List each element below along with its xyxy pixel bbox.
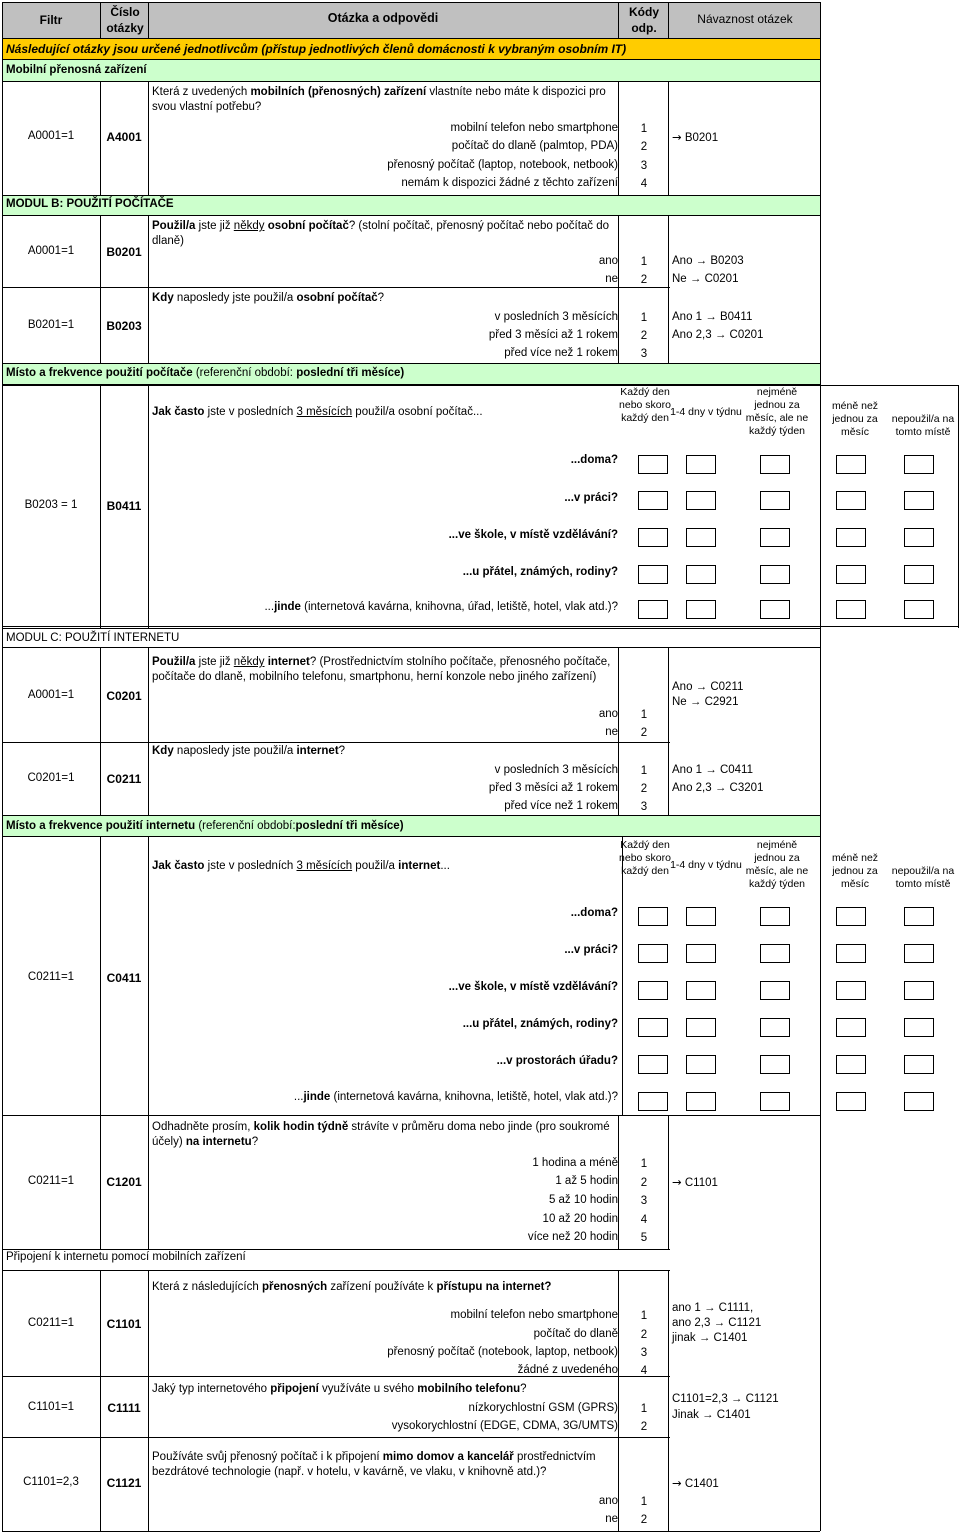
qnum-c1111: C1111: [107, 1401, 141, 1415]
answer-checkbox[interactable]: [686, 907, 716, 926]
code-a4001-1: 1: [640, 123, 648, 135]
grid-line: [2, 363, 820, 364]
qnum-b0201: B0201: [106, 245, 142, 259]
grid-line: [668, 1270, 669, 1531]
answer-checkbox[interactable]: [836, 1018, 866, 1037]
option-c1201-4: 10 až 20 hodin: [542, 1213, 618, 1225]
grid-line: [100, 81, 101, 195]
answer-checkbox[interactable]: [760, 1092, 790, 1111]
place-c0411-6: ...jinde (internetová kavárna, knihovna, letiště, hotel, vlak atd.)?: [293, 1091, 618, 1103]
route-c1101-1: ano 1 → C1111,: [672, 1302, 754, 1314]
place-c0411-2: ...v práci?: [564, 944, 618, 956]
place-b0411-2: ...v práci?: [564, 492, 618, 504]
answer-checkbox[interactable]: [638, 528, 668, 547]
freq-col-1: Každý den nebo skoro každý den: [619, 386, 671, 424]
grid-line: [2, 195, 820, 196]
grid-line: [148, 215, 149, 363]
code-c1201-1: 1: [640, 1158, 648, 1170]
option-c1201-1: 1 hodina a méně: [532, 1157, 618, 1169]
grid-line: [2, 2, 3, 1531]
grid-line: [100, 742, 670, 743]
grid-line: [2, 2, 820, 3]
qnum-b0203: B0203: [106, 319, 142, 333]
answer-checkbox[interactable]: [686, 1055, 716, 1074]
question-c1121: Používáte svůj přenosný počítač i k připojení mimo domov a kancelář prostřednictvím bezdrátové technologie (např. v hotelu, v kavárně, ve vlaku, v knihovně atd.)?: [152, 1451, 596, 1478]
answer-checkbox[interactable]: [638, 600, 668, 619]
code-c0211-3: 3: [640, 801, 648, 813]
code-a4001-4: 4: [640, 178, 648, 190]
question-b0201: Použil/a jste již někdy osobní počítač? (stolní počítač, přenosný počítač nebo počítač do dlaně): [152, 220, 610, 247]
place-b0411-4: ...u přátel, známých, rodiny?: [462, 566, 618, 578]
grid-line: [2, 385, 958, 386]
grid-line: [618, 215, 619, 363]
place-b0411-3: ...ve škole, v místě vzdělávání?: [448, 529, 618, 541]
qnum-a4001: A4001: [106, 130, 142, 144]
answer-checkbox[interactable]: [904, 1092, 934, 1111]
question-c0201: Použil/a jste již někdy internet? (Prostřednictvím stolního počítače, přenosného počítače, počítače do dlaně, mobilního telefonu, smartphonu, herní konzole nebo jiného zařízení): [152, 656, 611, 683]
answer-checkbox[interactable]: [686, 1018, 716, 1037]
header-otazka: Otázka a odpovědi: [327, 11, 439, 25]
answer-checkbox[interactable]: [904, 600, 934, 619]
option-c1101-2: počítač do dlaně: [533, 1328, 618, 1340]
answer-checkbox[interactable]: [686, 1092, 716, 1111]
place-b0411-1: ...doma?: [570, 454, 618, 466]
grid-line: [100, 647, 101, 815]
answer-checkbox[interactable]: [904, 491, 934, 510]
filter-a4001: A0001=1: [27, 130, 75, 142]
grid-line: [148, 81, 149, 195]
grid-line: [100, 836, 101, 1115]
question-c1101: Která z následujících přenosných zařízení používáte k přístupu na internet?: [152, 1281, 552, 1293]
code-c1121-1: 1: [640, 1496, 648, 1508]
option-c1201-2: 1 až 5 hodin: [555, 1175, 618, 1187]
filter-c1101: C0211=1: [27, 1317, 75, 1329]
grid-line: [668, 2, 669, 38]
arrow-right-icon: →: [672, 1175, 682, 1189]
header-filtr: Filtr: [39, 13, 63, 27]
freq-col-1: Každý den nebo skoro každý den: [619, 839, 671, 877]
grid-line: [100, 215, 101, 363]
question-c0211: Kdy naposledy jste použil/a internet?: [152, 745, 346, 757]
code-c0211-2: 2: [640, 783, 648, 795]
route-c1101-3: jinak → C1401: [672, 1332, 748, 1344]
grid-line: [2, 1249, 670, 1250]
option-c1111-1: nízkorychlostní GSM (GPRS): [468, 1402, 618, 1414]
filter-b0201: A0001=1: [27, 245, 75, 257]
option-c1111-2: vysokorychlostní (EDGE, CDMA, 3G/UMTS): [391, 1420, 618, 1432]
grid-line: [2, 215, 820, 216]
answer-checkbox[interactable]: [760, 981, 790, 1000]
option-a4001-4: nemám k dispozici žádné z těchto zařízení: [401, 177, 618, 189]
code-c1101-1: 1: [640, 1310, 648, 1322]
filter-c1111: C1101=1: [27, 1401, 75, 1413]
code-c1101-2: 2: [640, 1329, 648, 1341]
answer-checkbox[interactable]: [836, 455, 866, 474]
modul-c-title: MODUL C: POUŽITÍ INTERNETU: [6, 632, 180, 644]
option-c0211-2: před 3 měsíci až 1 rokem: [488, 782, 618, 794]
grid-line: [148, 836, 149, 1115]
question-c1111: Jaký typ internetového připojení využíváte u svého mobilního telefonu?: [152, 1383, 527, 1395]
freq-col-3: nejméně jednou za měsíc, ale ne každý týden: [745, 839, 809, 890]
answer-checkbox[interactable]: [760, 600, 790, 619]
route-b0203-1: Ano 1 → B0411: [672, 311, 753, 323]
question-b0411: Jak často jste v posledních 3 měsících použil/a osobní počítač...: [152, 406, 483, 418]
answer-checkbox[interactable]: [836, 944, 866, 963]
grid-line: [100, 2, 101, 38]
banner: Následující otázky jsou určené jednotlivcům (přístup jednotlivých členů domácnosti k vybraným osobním IT): [6, 42, 627, 56]
modul-b-title: MODUL B: POUŽITÍ POČÍTAČE: [6, 198, 174, 210]
grid-line: [100, 1437, 670, 1438]
route-b0201-2: Ne → C0201: [672, 273, 739, 285]
grid-line: [958, 385, 959, 628]
grid-line: [148, 647, 149, 815]
freq-col-2: 1-4 dny v týdnu: [670, 406, 742, 418]
answer-checkbox[interactable]: [760, 907, 790, 926]
section-pc-frequency: Místo a frekvence použití počítače (referenční období: poslední tři měsíce): [6, 367, 405, 379]
question-c1201: Odhadněte prosím, kolik hodin týdně strávíte v průměru doma nebo jinde (pro soukromé účely) na internetu?: [152, 1121, 610, 1148]
freq-col-5: nepoužil/a na tomto místě: [891, 865, 955, 890]
qnum-c1201: C1201: [106, 1175, 142, 1189]
arrow-right-icon: →: [672, 130, 682, 144]
answer-checkbox[interactable]: [836, 491, 866, 510]
grid-line: [2, 287, 100, 288]
answer-checkbox[interactable]: [904, 455, 934, 474]
grid-line: [148, 1270, 149, 1531]
filter-b0203: B0201=1: [27, 319, 75, 331]
answer-checkbox[interactable]: [904, 565, 934, 584]
option-c1121-ne: ne: [605, 1513, 618, 1525]
filter-c0211: C0201=1: [27, 772, 75, 784]
header-navaznost: Návaznost otázek: [697, 12, 793, 26]
code-c0201-2: 2: [640, 727, 648, 739]
question-b0203: Kdy naposledy jste použil/a osobní počítač?: [152, 292, 385, 304]
grid-line: [100, 287, 670, 288]
grid-line: [100, 1270, 101, 1531]
option-b0203-2: před 3 měsíci až 1 rokem: [488, 329, 618, 341]
answer-checkbox[interactable]: [686, 455, 716, 474]
answer-checkbox[interactable]: [638, 981, 668, 1000]
qnum-c0211: C0211: [106, 772, 142, 786]
route-c0201-2: Ne → C2921: [672, 696, 739, 708]
code-c0211-1: 1: [640, 765, 648, 777]
answer-checkbox[interactable]: [836, 907, 866, 926]
filter-c1121: C1101=2,3: [23, 1476, 79, 1488]
grid-line: [618, 1270, 619, 1531]
grid-line: [668, 647, 669, 815]
qnum-b0411: B0411: [106, 499, 142, 513]
answer-checkbox[interactable]: [686, 528, 716, 547]
section-net-frequency: Místo a frekvence použití internetu (referenční období:poslední tři měsíce): [6, 820, 404, 832]
grid-line: [2, 628, 820, 629]
grid-line: [2, 742, 100, 743]
section-mobile-internet: Připojení k internetu pomocí mobilních zařízení: [6, 1251, 246, 1263]
route-b0203-2: Ano 2,3 → C0201: [672, 329, 764, 341]
code-b0201-2: 2: [640, 274, 648, 286]
option-c1101-3: přenosný počítač (notebook, laptop, netbook): [387, 1346, 618, 1358]
code-a4001-2: 2: [640, 141, 648, 153]
answer-checkbox[interactable]: [760, 944, 790, 963]
route-c1111-2: Jinak → C1401: [672, 1409, 751, 1421]
grid-line: [618, 81, 619, 195]
filter-c0411: C0211=1: [27, 971, 75, 983]
grid-line: [100, 1115, 101, 1249]
freq-col-3: nejméně jednou za měsíc, ale ne každý týden: [745, 386, 809, 437]
answer-checkbox[interactable]: [638, 907, 668, 926]
code-c1101-4: 4: [640, 1365, 648, 1377]
code-c1201-4: 4: [640, 1214, 648, 1226]
grid-line: [148, 2, 149, 38]
route-c0211-1: Ano 1 → C0411: [672, 764, 753, 776]
arrow-right-icon: →: [672, 1476, 682, 1490]
grid-line: [2, 815, 820, 816]
grid-line: [820, 2, 821, 1531]
grid-line: [668, 81, 669, 195]
code-b0201-1: 1: [640, 256, 648, 268]
qnum-c1101: C1101: [106, 1317, 142, 1331]
freq-col-2: 1-4 dny v týdnu: [670, 859, 742, 871]
answer-checkbox[interactable]: [686, 565, 716, 584]
answer-checkbox[interactable]: [638, 1092, 668, 1111]
option-b0203-3: před více než 1 rokem: [504, 347, 618, 359]
grid-line: [2, 626, 958, 627]
option-a4001-1: mobilní telefon nebo smartphone: [450, 122, 618, 134]
route-a4001: → B0201: [672, 130, 719, 144]
code-a4001-3: 3: [640, 160, 648, 172]
code-c1101-3: 3: [640, 1347, 648, 1359]
answer-checkbox[interactable]: [638, 1018, 668, 1037]
answer-checkbox[interactable]: [836, 1055, 866, 1074]
route-c0201-1: Ano → C0211: [672, 681, 744, 693]
route-c1111-1: C1101=2,3 → C1121: [672, 1393, 779, 1405]
answer-checkbox[interactable]: [638, 1055, 668, 1074]
section-mobile-devices: Mobilní přenosná zařízení: [6, 64, 147, 76]
option-c1121-ano: ano: [598, 1495, 618, 1507]
grid-line: [618, 1115, 619, 1249]
option-c1201-3: 5 až 10 hodin: [548, 1194, 618, 1206]
answer-checkbox[interactable]: [638, 565, 668, 584]
code-c1111-2: 2: [640, 1421, 648, 1433]
option-b0201-ne: ne: [605, 273, 618, 285]
qnum-c0201: C0201: [106, 689, 142, 703]
answer-checkbox[interactable]: [638, 455, 668, 474]
code-c1121-2: 2: [640, 1514, 648, 1526]
freq-col-4: méně než jednou za měsíc: [831, 400, 879, 438]
answer-checkbox[interactable]: [904, 907, 934, 926]
answer-checkbox[interactable]: [904, 1055, 934, 1074]
place-c0411-5: ...v prostorách úřadu?: [496, 1055, 618, 1067]
answer-checkbox[interactable]: [638, 944, 668, 963]
grid-line: [2, 647, 820, 648]
option-c0201-ano: ano: [598, 708, 618, 720]
answer-checkbox[interactable]: [686, 944, 716, 963]
option-b0203-1: v posledních 3 měsících: [494, 311, 618, 323]
place-b0411-5: ...jinde (internetová kavárna, knihovna, úřad, letiště, hotel, vlak atd.)?: [264, 601, 618, 613]
grid-line: [668, 215, 669, 363]
answer-checkbox[interactable]: [904, 944, 934, 963]
freq-col-4: méně než jednou za měsíc: [831, 852, 879, 890]
freq-col-5: nepoužil/a na tomto místě: [891, 413, 955, 438]
grid-line: [2, 38, 820, 39]
option-a4001-2: počítač do dlaně (palmtop, PDA): [451, 140, 618, 152]
question-a4001: Která z uvedených mobilních (přenosných) zařízení vlastníte nebo máte k dispozici pro svou vlastní potřebu?: [152, 86, 606, 113]
answer-checkbox[interactable]: [760, 1018, 790, 1037]
grid-line: [2, 836, 820, 837]
grid-line: [148, 384, 149, 628]
answer-checkbox[interactable]: [836, 565, 866, 584]
code-b0203-2: 2: [640, 330, 648, 342]
answer-checkbox[interactable]: [904, 1018, 934, 1037]
answer-checkbox[interactable]: [760, 565, 790, 584]
option-a4001-3: přenosný počítač (laptop, notebook, netbook): [387, 159, 618, 171]
code-c1201-2: 2: [640, 1177, 648, 1189]
route-b0201-1: Ano → B0203: [672, 255, 744, 267]
qnum-c0411: C0411: [106, 971, 142, 985]
grid-line: [2, 1270, 670, 1271]
question-c0411: Jak často jste v posledních 3 měsících použil/a internet...: [152, 860, 450, 872]
answer-checkbox[interactable]: [760, 1055, 790, 1074]
answer-checkbox[interactable]: [686, 600, 716, 619]
header-cislo: Číslo otázky: [106, 5, 144, 35]
answer-checkbox[interactable]: [760, 491, 790, 510]
route-c1121: → C1401: [672, 1476, 719, 1490]
route-c1201: → C1101: [672, 1175, 718, 1189]
option-c0211-1: v posledních 3 měsících: [494, 764, 618, 776]
grid-line: [148, 1115, 149, 1249]
grid-line: [2, 1437, 100, 1438]
answer-checkbox[interactable]: [686, 491, 716, 510]
option-c0201-ne: ne: [605, 726, 618, 738]
answer-checkbox[interactable]: [836, 600, 866, 619]
answer-checkbox[interactable]: [760, 455, 790, 474]
answer-checkbox[interactable]: [904, 528, 934, 547]
option-c0211-3: před více než 1 rokem: [504, 800, 618, 812]
answer-checkbox[interactable]: [836, 528, 866, 547]
answer-checkbox[interactable]: [836, 1092, 866, 1111]
answer-checkbox[interactable]: [686, 981, 716, 1000]
filter-c1201: C0211=1: [27, 1175, 75, 1187]
option-c1201-5: více než 20 hodin: [527, 1231, 618, 1243]
code-c1201-5: 5: [640, 1232, 648, 1244]
place-c0411-1: ...doma?: [570, 907, 618, 919]
code-b0203-3: 3: [640, 348, 648, 360]
code-c0201-1: 1: [640, 709, 648, 721]
grid-line: [668, 1115, 669, 1249]
filter-b0411: B0203 = 1: [24, 499, 78, 511]
option-c1101-1: mobilní telefon nebo smartphone: [450, 1309, 618, 1321]
grid-line: [2, 81, 820, 82]
qnum-c1121: C1121: [106, 1476, 142, 1490]
option-c1101-4: žádné z uvedeného: [517, 1364, 618, 1376]
route-c0211-2: Ano 2,3 → C3201: [672, 782, 764, 794]
place-c0411-4: ...u přátel, známých, rodiny?: [462, 1018, 618, 1030]
route-c1101-2: ano 2,3 → C1121: [672, 1317, 762, 1329]
option-b0201-ano: ano: [598, 255, 618, 267]
grid-line: [618, 2, 619, 38]
answer-checkbox[interactable]: [638, 491, 668, 510]
grid-line: [2, 1115, 820, 1116]
answer-checkbox[interactable]: [836, 981, 866, 1000]
place-c0411-3: ...ve škole, v místě vzdělávání?: [448, 981, 618, 993]
answer-checkbox[interactable]: [904, 981, 934, 1000]
answer-checkbox[interactable]: [760, 528, 790, 547]
grid-line: [100, 1376, 670, 1377]
code-c1111-1: 1: [640, 1403, 648, 1415]
grid-line: [2, 59, 820, 60]
grid-line: [2, 1376, 100, 1377]
header-kody: Kódy odp.: [629, 5, 659, 35]
grid-line: [100, 384, 101, 628]
code-b0203-1: 1: [640, 312, 648, 324]
grid-line: [618, 647, 619, 815]
filter-c0201: A0001=1: [27, 689, 75, 701]
code-c1201-3: 3: [640, 1195, 648, 1207]
grid-line: [622, 836, 623, 1115]
